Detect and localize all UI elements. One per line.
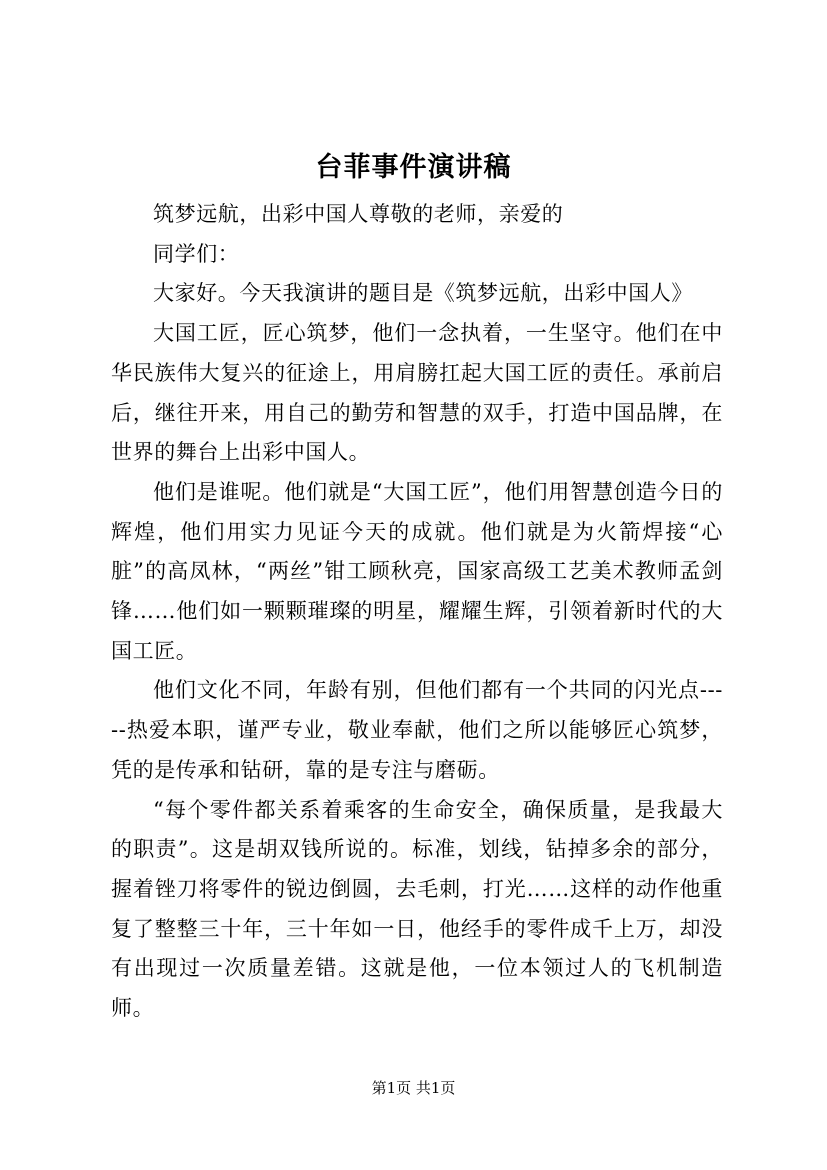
paragraph: 他们是谁呢。他们就是“大国工匠”，他们用智慧创造今日的辉煌，他们用实力见证今天的成就。他们就是为火箭焊接“心脏”的高凤林，“两丝”钳工顾秋亮，国家高级工艺美术教师孟剑锋……他们如一颗颗璀璨的明星，耀耀生辉，引领着新时代的大国工匠。 [111, 479, 723, 663]
paragraph: 大家好。今天我演讲的题目是《筑梦远航，出彩中国人》 [153, 281, 693, 306]
paragraph: 大国工匠，匠心筑梦，他们一念执着，一生坚守。他们在中华民族伟大复兴的征途上，用肩膀扛起大国工匠的责任。承前启后，继往开来，用自己的勤劳和智慧的双手，打造中国品牌，在世界的舞台上出彩中国人。 [111, 321, 723, 465]
document-title: 台菲事件演讲稿 [315, 152, 512, 183]
paragraph: 筑梦远航，出彩中国人尊敬的老师，亲爱的 [153, 202, 564, 226]
document-body [111, 195, 723, 1029]
page-footer: 第1页 共1页 [371, 1079, 456, 1097]
paragraph: “每个零件都关系着乘客的生命安全，确保质量，是我最大的职责”。这是胡双钱所说的。标准，划线，钻掉多余的部分，握着锉刀将零件的锐边倒圆，去毛刺，打光……这样的动作他重复了整整三十年，三十年如一日，他经手的零件成千上万，却没有出现过一次质量差错。这就是他，一位本领过人的飞机制造师。 [111, 797, 723, 1021]
paragraph: 他们文化不同，年龄有别，但他们都有一个共同的闪光点-----热爱本职，谨严专业，敬业奉献，他们之所以能够匠心筑梦，凭的是传承和钻研，靠的是专注与磨砺。 [111, 678, 723, 782]
paragraph: 同学们： [153, 241, 240, 266]
